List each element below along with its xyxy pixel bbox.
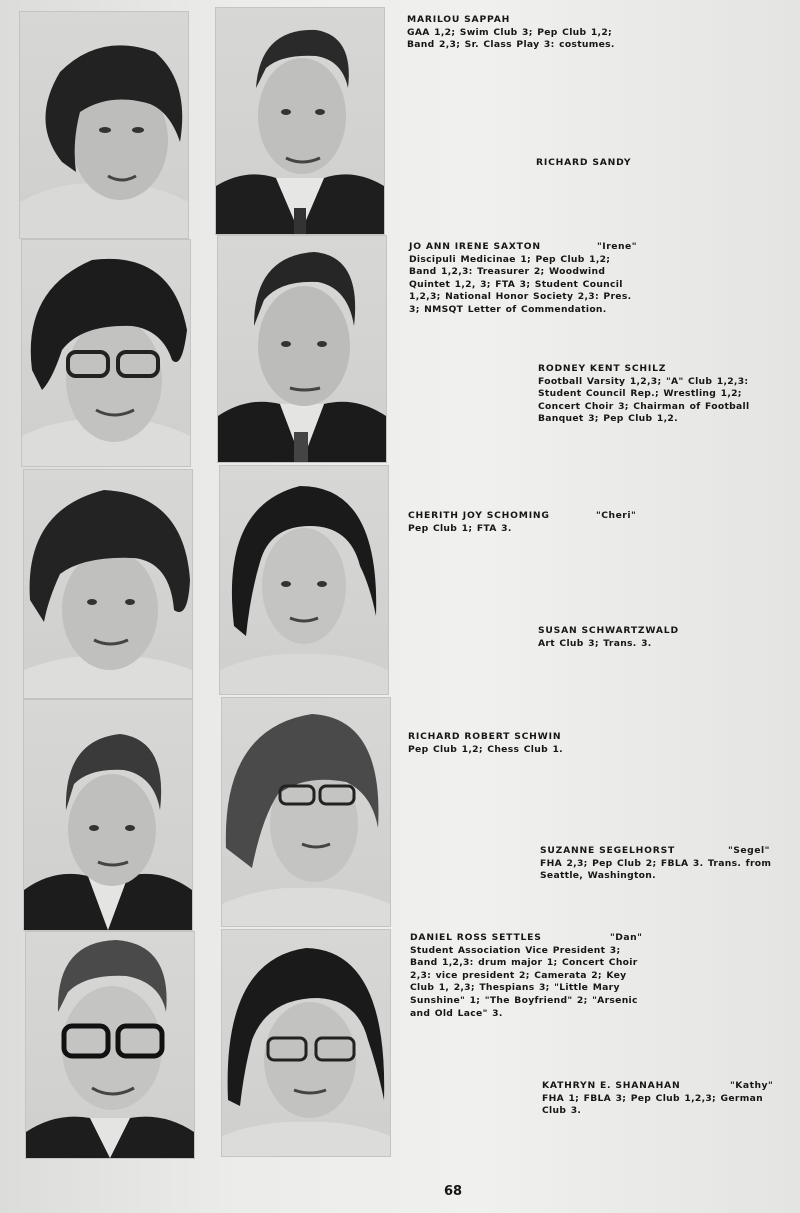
student-entry: [408, 510, 668, 535]
student-name-line: [410, 932, 642, 945]
portrait-photo-suzanne-segelhorst: [222, 698, 390, 926]
student-activities: Pep Club 1; FTA 3.: [408, 522, 512, 534]
student-entry: [538, 363, 770, 426]
student-name: MARILOU SAPPAH: [407, 14, 511, 25]
student-name: RODNEY KENT SCHILZ: [538, 363, 667, 374]
student-activities: GAA 1,2; Swim Club 3; Pep Club 1,2; Band 2,3; Sr. Class Play 3: costumes.: [407, 26, 615, 51]
student-nickname: "Irene": [597, 241, 638, 252]
student-nickname: "Cheri": [596, 510, 637, 521]
student-name: CHERITH JOY SCHOMING: [408, 510, 550, 521]
student-entry: [410, 932, 642, 1020]
portrait-photo-richard-sandy: [216, 8, 384, 234]
student-entry: [538, 625, 778, 650]
page-number: 68: [443, 1184, 463, 1199]
student-name-line: [542, 1080, 778, 1093]
student-activities: FHA 1; FBLA 3; Pep Club 1,2,3; German Club 3.: [542, 1092, 763, 1117]
student-activities: Student Association Vice President 3; Band 1,2,3: drum major 1; Concert Choir 2,3: vice president 2; Camerata 2; Key Club 1, 2,3; Thespians 3; "Little Mary Sunshine" 1; "The Boyfriend" 2; "Arsenic and Old Lace" 3.: [410, 944, 638, 1019]
student-nickname: "Kathy": [730, 1080, 774, 1091]
student-name: SUSAN SCHWARTZWALD: [538, 625, 679, 636]
student-name: JO ANN IRENE SAXTON: [409, 241, 541, 252]
student-entry: [408, 731, 648, 756]
student-entry: [536, 157, 776, 170]
student-nickname: "Dan": [610, 932, 643, 943]
student-activities: Pep Club 1,2; Chess Club 1.: [408, 743, 563, 755]
student-entry: [407, 14, 642, 52]
portrait-photo-richard-robert-schwin: [24, 700, 192, 930]
student-activities: FHA 2,3; Pep Club 2; FBLA 3. Trans. from Seattle, Washington.: [540, 857, 772, 882]
student-name-line: [408, 510, 668, 523]
student-entry: [542, 1080, 778, 1118]
student-activities: Art Club 3; Trans. 3.: [538, 637, 652, 649]
student-activities: Football Varsity 1,2,3; "A" Club 1,2,3: Student Council Rep.; Wrestling 1,2; Concert Choir 3; Chairman of Football Banquet 3; Pep Club 1,2.: [538, 375, 750, 425]
portrait-photo-rodney-kent-schilz: [218, 236, 386, 462]
student-nickname: "Segel": [728, 845, 770, 856]
student-name-line: [409, 241, 641, 254]
student-name-line: [540, 845, 776, 858]
student-entry: [409, 241, 641, 317]
student-entry: [540, 845, 776, 883]
portrait-photo-marilou-sappah: [20, 12, 188, 238]
portrait-photo-susan-schwartzwald: [220, 466, 388, 694]
student-activities: Discipuli Medicinae 1; Pep Club 1,2; Band 1,2,3: Treasurer 2; Woodwind Quintet 1,2, 3; FTA 3; Student Council 1,2,3; National Honor Society 2,3: Pres. 3; NMSQT Letter of Commendation.: [409, 253, 632, 315]
student-name: RICHARD ROBERT SCHWIN: [408, 731, 562, 742]
student-name: DANIEL ROSS SETTLES: [410, 932, 542, 943]
portrait-photo-cherith-joy-schoming: [24, 470, 192, 698]
student-name: SUZANNE SEGELHORST: [540, 845, 676, 856]
student-name: KATHRYN E. SHANAHAN: [542, 1080, 681, 1091]
student-name: RICHARD SANDY: [536, 157, 632, 168]
portrait-photo-kathryn-e-shanahan: [222, 930, 390, 1156]
portrait-photo-daniel-ross-settles: [26, 932, 194, 1158]
portrait-photo-jo-ann-irene-saxton: [22, 240, 190, 466]
